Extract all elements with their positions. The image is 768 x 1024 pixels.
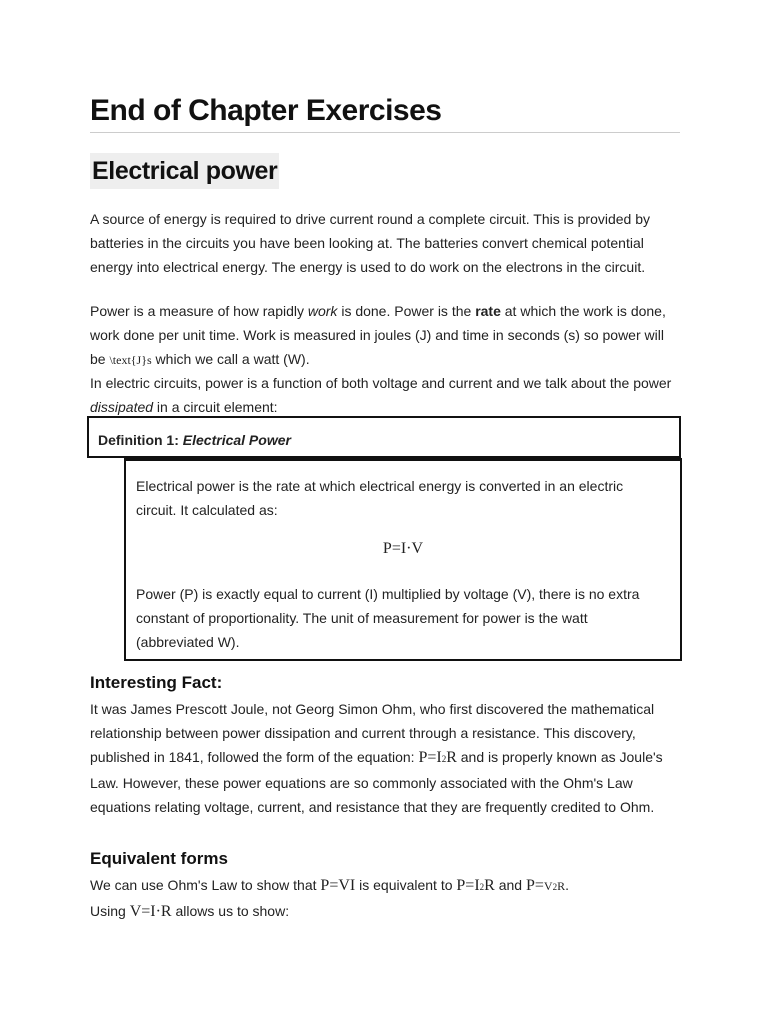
definition-label: Definition 1: Electrical Power <box>98 432 291 448</box>
power-paragraph: Power is a measure of how rapidly work is done. Power is the rate at which the work is done, work done per unit time. Work is measured in joules (J) and time in seconds (s) so power will be \text{J}s which we call a watt (W). <box>90 303 666 367</box>
definition-name: Electrical Power <box>182 432 291 448</box>
section-heading: Electrical power <box>90 153 279 189</box>
equation-p-vi: P=VI <box>320 877 356 894</box>
unparsed-latex: \text{J}s <box>109 353 152 367</box>
page-title: End of Chapter Exercises <box>90 93 680 133</box>
equivalent-forms-text: We can use Ohm's Law to show that P=VI is equivalent to P=I2R and P=V2R. Using V=I·R allows us to show: <box>90 877 569 920</box>
interesting-fact-heading: Interesting Fact: <box>90 673 223 692</box>
emphasis-work: work <box>307 303 338 319</box>
interesting-fact-text: It was James Prescott Joule, not Georg Simon Ohm, who first discovered the mathematical relationship between power dissipation and current through a resistance. This discovery, published in 1841, followed the form of the equation: P=I2R and is properly known as Joule's Law. However, these power equations are so commonly associated with the Ohm's Law equations relating voltage, current, and resistance that they are frequently credited to Ohm. <box>90 701 663 815</box>
emphasis-rate: rate <box>475 303 501 319</box>
definition-body-box <box>124 458 682 661</box>
equation-p-v2r: P=V2R <box>525 877 566 894</box>
definition-text: Electrical power is the rate at which electrical energy is converted in an electric circuit. It calculated as: <box>136 478 624 518</box>
definition-explanation: Power (P) is exactly equal to current (I) multiplied by voltage (V), there is no extra constant of proportionality. The unit of measurement for power is the watt (abbreviated W). <box>136 586 640 650</box>
definition-header-box <box>87 416 681 458</box>
equation-p-i2r: P=I2R <box>456 877 495 894</box>
equivalent-forms-heading: Equivalent forms <box>90 849 228 868</box>
joule-equation: P=I2R <box>418 749 457 766</box>
emphasis-dissipated: dissipated <box>90 399 154 415</box>
power-formula: P=I·V <box>382 540 424 557</box>
circuit-paragraph: In electric circuits, power is a function of both voltage and current and we talk about the power dissipated in a circuit element: <box>90 375 672 415</box>
equation-v-ir: V=I·R <box>129 903 172 920</box>
intro-paragraph: A source of energy is required to drive current round a complete circuit. This is provided by batteries in the circuits you have been looking at. The batteries convert chemical potential energy into electrical energy. The energy is used to do work on the electrons in the circuit. <box>90 211 651 275</box>
